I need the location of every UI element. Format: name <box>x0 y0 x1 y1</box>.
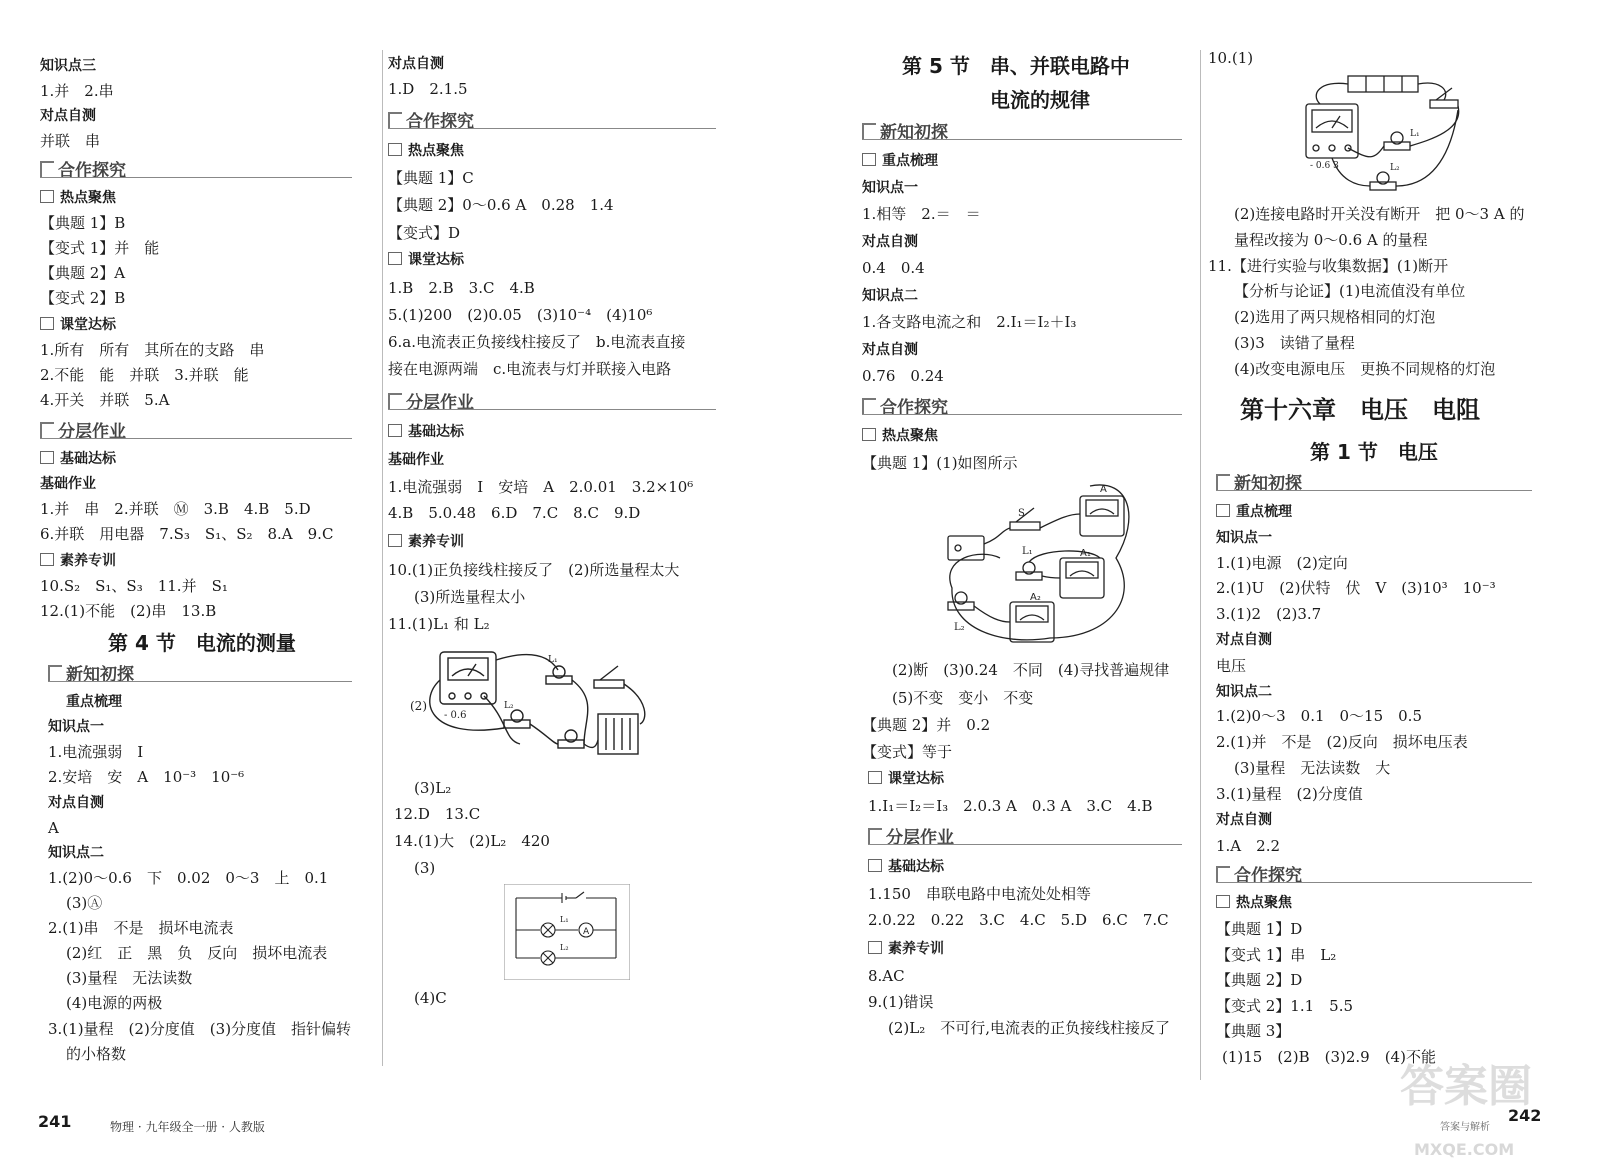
section-hezuo: 合作探究 <box>388 107 474 132</box>
sub-suyang: 素养专训 <box>388 532 464 552</box>
battery-pack <box>598 714 638 754</box>
kp2-heading: 知识点二 <box>862 288 918 304</box>
sub-zhongdian: 重点梳理 <box>1216 502 1292 522</box>
self-test-answer: 1.D 2.1.5 <box>388 80 468 98</box>
self-test-heading: 对点自测 <box>388 56 444 72</box>
kp1-answer-1: 1.(1)电源 (2)定向 <box>1216 554 1348 572</box>
suyang-4: (3)L₂ <box>414 779 452 797</box>
section-marker-icon <box>862 398 876 414</box>
self-test-answer-2: 0.76 0.24 <box>862 367 944 385</box>
ketang-1: 1.所有 所有 其所在的支路 串 <box>40 341 265 359</box>
kp2-answer-5: (3)量程 无法读数 <box>66 969 193 987</box>
pencil-icon <box>868 859 882 872</box>
section-marker-icon <box>1216 866 1230 882</box>
ketang-3: 4.开关 并联 5.A <box>40 391 170 409</box>
section-marker-icon <box>48 665 62 681</box>
suyang-8: (4)C <box>414 989 447 1007</box>
kp2-heading: 知识点二 <box>1216 684 1272 700</box>
dianti-1: 【典题 1】B <box>40 214 126 232</box>
kp1-answer-2: 2.安培 安 A 10⁻³ 10⁻⁶ <box>48 768 245 786</box>
section-5-title-line2: 电流的规律 <box>990 88 1090 112</box>
svg-text:- 0.6 3: - 0.6 3 <box>1310 161 1339 171</box>
bianshi: 【变式】D <box>388 224 461 242</box>
ketang-1: 1.B 2.B 3.C 4.B <box>388 279 535 297</box>
q11-d: (3)3 读错了量程 <box>1234 334 1355 352</box>
section-hezuo: 合作探究 <box>1216 861 1302 886</box>
fire-icon <box>40 190 54 203</box>
suyang-5: 12.D 13.C <box>394 805 481 823</box>
sub-ketang: 课堂达标 <box>40 315 116 335</box>
suyang-2: 12.(1)不能 (2)串 13.B <box>40 602 217 620</box>
jichu-1: 1.并 串 2.并联 Ⓜ 3.B 4.B 5.D <box>40 500 311 518</box>
switch-base <box>594 680 624 688</box>
zhongdian-shuli: 重点梳理 <box>66 694 122 710</box>
column-3 <box>840 0 1200 1167</box>
kp2-answer-7: 3.(1)量程 (2)分度值 (3)分度值 指针偏转 <box>48 1020 352 1038</box>
suyang-3: 11.(1)L₁ 和 L₂ <box>388 615 490 633</box>
pencil-icon <box>1216 504 1230 517</box>
dianti-3-answer: (1)15 (2)B (3)2.9 (4)不能 <box>1222 1048 1436 1066</box>
q11-b: 【分析与论证】(1)电流值没有单位 <box>1234 282 1466 300</box>
dianti-1: 【典题 1】D <box>1216 920 1303 938</box>
self-test-heading-2: 对点自测 <box>862 342 918 358</box>
circuit-figure-dianti-1 <box>940 478 1150 650</box>
self-test-heading-1: 对点自测 <box>40 108 96 124</box>
page-number-left: 241 <box>38 1112 72 1131</box>
section-hezuo: 合作探究 <box>40 156 126 181</box>
dianti-1-b: (2)断 (3)0.24 不同 (4)寻找普遍规律 <box>892 661 1170 679</box>
jichu-1: 1.150 串联电路中电流处处相等 <box>868 885 1091 903</box>
star-icon <box>868 941 882 954</box>
bulb-base-l2 <box>948 602 974 610</box>
q10-c: 量程改接为 0～0.6 A 的量程 <box>1234 231 1428 249</box>
ketang-2: 2.不能 能 并联 3.并联 能 <box>40 366 249 384</box>
section-xinzhi: 新知初探 <box>1216 469 1302 494</box>
jichu-zuoye: 基础作业 <box>40 476 96 492</box>
kp2-answer-3: 2.(1)串 不是 损坏电流表 <box>48 919 234 937</box>
circuit-schematic-14 <box>504 884 630 980</box>
svg-text:L₁: L₁ <box>548 655 558 665</box>
svg-text:L₁: L₁ <box>560 915 569 924</box>
star-icon <box>40 553 54 566</box>
bianshi-1: 【变式 1】并 能 <box>40 239 160 257</box>
svg-text:(2): (2) <box>410 699 427 713</box>
circuit-figure-10 <box>1300 70 1464 198</box>
bulb-base-l1 <box>1384 142 1410 150</box>
answers-label: 答案与解析 <box>1440 1122 1490 1133</box>
self-test-answer-2: 1.A 2.2 <box>1216 837 1280 855</box>
sub-ketang: 课堂达标 <box>868 769 944 789</box>
bianshi: 【变式】等于 <box>862 743 953 761</box>
section-marker-icon <box>868 828 882 844</box>
sub-redian: 热点聚焦 <box>1216 893 1292 913</box>
q11: 11.【进行实验与收集数据】(1)断开 <box>1208 257 1449 275</box>
svg-text:A₁: A₁ <box>1080 548 1091 559</box>
self-test-heading-2: 对点自测 <box>1216 812 1272 828</box>
kp2-heading: 知识点二 <box>48 845 104 861</box>
suyang-2: (3)所选量程太小 <box>414 588 526 606</box>
section-rule <box>868 844 1182 845</box>
suyang-1: 10.S₂ S₁、S₃ 11.并 S₁ <box>40 577 228 595</box>
pencil-icon <box>388 424 402 437</box>
watermark-logo: 答案圈 <box>1400 1061 1532 1112</box>
kp3-heading: 知识点三 <box>40 58 96 74</box>
section-hezuo: 合作探究 <box>862 393 948 418</box>
jichu-zuoye: 基础作业 <box>388 452 444 468</box>
fire-icon <box>388 143 402 156</box>
self-test-heading-2: 对点自测 <box>48 795 104 811</box>
section-rule <box>862 414 1182 415</box>
jichu-2: 4.B 5.0.48 6.D 7.C 8.C 9.D <box>388 504 641 522</box>
svg-text:- 0.6: - 0.6 <box>444 710 467 721</box>
kp2-answer-1: 1.(2)0～0.6 下 0.02 0～3 上 0.1 <box>48 869 329 887</box>
svg-text:A: A <box>583 927 590 937</box>
ketang-1: 1.I₁＝I₂＝I₃ 2.0.3 A 0.3 A 3.C 4.B <box>868 797 1153 815</box>
suyang-1: 8.AC <box>868 967 905 985</box>
section-marker-icon <box>1216 474 1230 490</box>
self-test-heading-1: 对点自测 <box>1216 632 1272 648</box>
kp2-answer-6: (4)电源的两极 <box>66 994 163 1012</box>
sub-zhongdian: 重点梳理 <box>862 151 938 171</box>
kp2-answer-4: (2)红 正 黑 负 反向 损坏电流表 <box>66 944 328 962</box>
watermark-url: MXQE.COM <box>1414 1140 1515 1159</box>
dianti-3: 【典题 3】 <box>1216 1022 1291 1040</box>
column-divider <box>1200 50 1201 1080</box>
jichu-2: 2.0.22 0.22 3.C 4.C 5.D 6.C 7.C <box>868 911 1169 929</box>
book-icon <box>40 317 54 330</box>
bianshi-1: 【变式 1】串 L₂ <box>1216 946 1337 964</box>
kp1-answer-3: 3.(1)2 (2)3.7 <box>1216 605 1322 623</box>
pencil-icon <box>40 451 54 464</box>
circuit-figure-11 <box>408 640 668 770</box>
self-test-answer-1: 并联 串 <box>40 132 101 150</box>
kp1-heading: 知识点一 <box>1216 530 1272 546</box>
svg-text:L₂: L₂ <box>560 943 569 952</box>
q11-c: (2)选用了两只规格相同的灯泡 <box>1234 308 1436 326</box>
power-source <box>948 536 984 560</box>
bianshi-2: 【变式 2】B <box>40 289 126 307</box>
svg-text:A₂: A₂ <box>1030 592 1041 603</box>
jichu-1: 1.电流强弱 I 安培 A 2.0.01 3.2×10⁶ <box>388 478 694 496</box>
ketang-3: 6.a.电流表正负接线柱接反了 b.电流表直接 <box>388 333 686 351</box>
dianti-1-c: (5)不变 变小 不变 <box>892 689 1034 707</box>
sub-redian: 热点聚焦 <box>388 141 464 161</box>
sub-suyang: 素养专训 <box>868 939 944 959</box>
section-rule <box>48 681 352 682</box>
svg-text:L₂: L₂ <box>504 701 514 711</box>
suyang-7: (3) <box>414 859 436 877</box>
switch-base <box>1430 100 1458 108</box>
bulb-base-1 <box>546 676 572 684</box>
suyang-3: (2)L₂ 不可行,电流表的正负接线柱接反了 <box>888 1019 1170 1037</box>
bulb-base-2 <box>504 720 530 728</box>
sub-jichu: 基础达标 <box>388 422 464 442</box>
section-rule <box>388 128 716 129</box>
column-divider <box>382 50 383 1066</box>
switch-base <box>1010 522 1040 530</box>
chapter-16-title: 第十六章 电压 电阻 <box>1240 396 1480 424</box>
suyang-6: 14.(1)大 (2)L₂ 420 <box>394 832 550 850</box>
series-label: 物理 · 九年级全一册 · 人教版 <box>110 1120 265 1134</box>
column-4 <box>1204 0 1600 1167</box>
section-marker-icon <box>40 422 54 438</box>
kp1-heading: 知识点一 <box>862 180 918 196</box>
section-rule <box>40 438 352 439</box>
kp2-answer-8: 的小格数 <box>66 1045 127 1063</box>
bulb-base-l2 <box>1370 182 1396 190</box>
kp2-answer: 1.各支路电流之和 2.I₁＝I₂＋I₃ <box>862 313 1077 331</box>
svg-text:L₁: L₁ <box>1022 546 1033 557</box>
kp2-answer-2: 2.(1)并 不是 (2)反向 损坏电压表 <box>1216 733 1468 751</box>
ketang-4: 接在电源两端 c.电流表与灯并联接入电路 <box>388 360 672 378</box>
sub-jichu: 基础达标 <box>40 449 116 469</box>
fire-icon <box>862 428 876 441</box>
section-rule <box>1216 882 1532 883</box>
bulb-base-l1 <box>1016 572 1042 580</box>
dianti-1: 【典题 1】(1)如图所示 <box>862 454 1018 472</box>
column-1 <box>0 0 380 1167</box>
column-2 <box>384 0 784 1167</box>
dianti-1: 【典题 1】C <box>388 169 474 187</box>
fire-icon <box>1216 895 1230 908</box>
dianti-2: 【典题 2】并 0.2 <box>862 716 991 734</box>
ketang-2: 5.(1)200 (2)0.05 (3)10⁻⁴ (4)10⁶ <box>388 306 653 324</box>
book-icon <box>868 771 882 784</box>
section-marker-icon <box>862 123 876 139</box>
section-marker-icon <box>40 161 54 177</box>
svg-text:L₂: L₂ <box>1390 163 1400 173</box>
dianti-2: 【典题 2】D <box>1216 971 1303 989</box>
self-test-answer-1: 电压 <box>1216 657 1247 675</box>
svg-text:L₂: L₂ <box>954 622 965 633</box>
section-marker-icon <box>388 112 402 128</box>
q10-heading: 10.(1) <box>1208 49 1254 67</box>
section-rule <box>1216 490 1532 491</box>
sub-redian: 热点聚焦 <box>40 188 116 208</box>
kp3-answer: 1.并 2.串 <box>40 82 114 100</box>
section-xinzhi: 新知初探 <box>48 660 134 685</box>
suyang-1: 10.(1)正负接线柱接反了 (2)所选量程太大 <box>388 561 680 579</box>
kp2-answer-1: 1.(2)0～3 0.1 0～15 0.5 <box>1216 707 1422 725</box>
bulb-base-3 <box>558 740 584 748</box>
kp2-answer-2: (3)Ⓐ <box>66 894 103 912</box>
sub-ketang: 课堂达标 <box>388 250 464 270</box>
book-icon <box>388 252 402 265</box>
dianti-2: 【典题 2】0～0.6 A 0.28 1.4 <box>388 196 614 214</box>
section-rule <box>40 177 352 178</box>
section-rule <box>388 409 716 410</box>
sub-suyang: 素养专训 <box>40 551 116 571</box>
kp2-answer-3: (3)量程 无法读数 大 <box>1234 759 1391 777</box>
section-rule <box>862 139 1182 140</box>
self-test-answer-2: A <box>48 819 59 837</box>
kp1-heading: 知识点一 <box>48 719 104 735</box>
section-fenceng: 分层作业 <box>40 417 126 442</box>
q10-b: (2)连接电路时开关没有断开 把 0～3 A 的 <box>1234 205 1525 223</box>
svg-text:A: A <box>1100 484 1107 495</box>
page-number-right: 242 <box>1508 1106 1542 1125</box>
section-5-title-line1: 第 5 节 串、并联电路中 <box>902 54 1130 78</box>
battery-pack <box>1348 76 1418 92</box>
pencil-icon <box>862 153 876 166</box>
section-xinzhi: 新知初探 <box>862 118 948 143</box>
q11-e: (4)改变电源电压 更换不同规格的灯泡 <box>1234 360 1496 378</box>
svg-text:S: S <box>1018 508 1025 519</box>
kp1-answer-2: 2.(1)U (2)伏特 伏 V (3)10³ 10⁻³ <box>1216 579 1496 597</box>
sub-redian: 热点聚焦 <box>862 426 938 446</box>
section-fenceng: 分层作业 <box>868 823 954 848</box>
star-icon <box>388 534 402 547</box>
section-marker-icon <box>388 393 402 409</box>
self-test-answer-1: 0.4 0.4 <box>862 259 925 277</box>
kp2-answer-4: 3.(1)量程 (2)分度值 <box>1216 785 1363 803</box>
jichu-2: 6.并联 用电器 7.S₃ S₁、S₂ 8.A 9.C <box>40 525 334 543</box>
dianti-2: 【典题 2】A <box>40 264 126 282</box>
section-4-title: 第 4 节 电流的测量 <box>108 631 296 655</box>
svg-text:L₁: L₁ <box>1410 129 1420 139</box>
self-test-heading-1: 对点自测 <box>862 234 918 250</box>
section-1-title: 第 1 节 电压 <box>1310 440 1438 464</box>
bianshi-2: 【变式 2】1.1 5.5 <box>1216 997 1354 1015</box>
section-fenceng: 分层作业 <box>388 388 474 413</box>
suyang-2: 9.(1)错误 <box>868 993 934 1011</box>
kp1-answer-1: 1.电流强弱 I <box>48 743 144 761</box>
sub-jichu: 基础达标 <box>868 857 944 877</box>
kp1-answer: 1.相等 2.＝ ＝ <box>862 205 981 223</box>
